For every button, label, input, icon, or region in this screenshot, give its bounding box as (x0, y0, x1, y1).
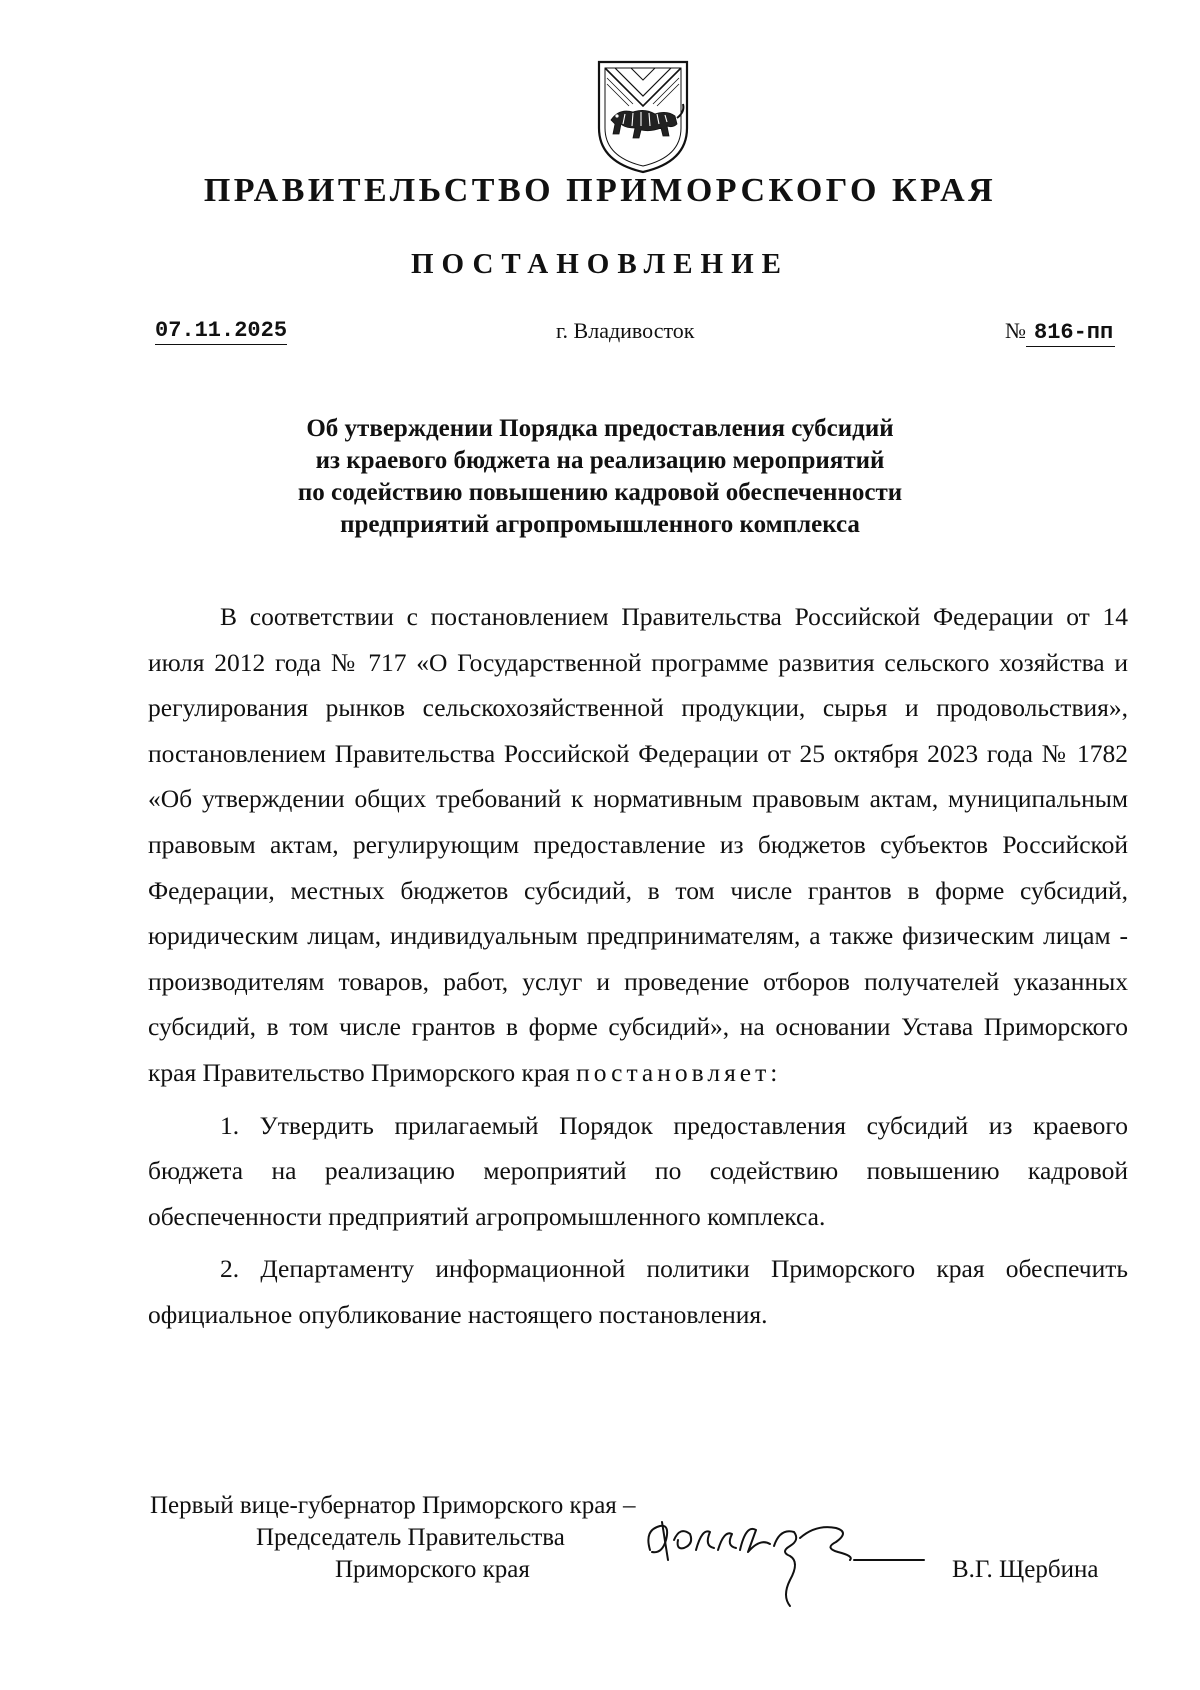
document-body (148, 594, 1128, 1338)
issuing-authority: ПРАВИТЕЛЬСТВО ПРИМОРСКОГО КРАЯ (203, 172, 997, 209)
signer-position-line-2: Председатель Правительства (256, 1524, 565, 1551)
signer-name: В.Г. Щербина (952, 1556, 1099, 1583)
title-line: предприятий агропромышленного комплекса (340, 511, 860, 538)
document-title (0, 413, 1200, 541)
document-number (1005, 318, 1115, 345)
title-line: Об утверждении Порядка предоставления субсидий (306, 415, 894, 442)
number-sign: № (1005, 318, 1026, 343)
preamble-text: В соответствии с постановлением Правительства Российской Федерации от 14 июля 2012 года № 717 «О Государственной программе развития сельского хозяйства и регулирования рынков сельскохозяйственной продукции, сырья и продовольствия», постановлением Правительства Российской Федерации от 25 октября 2023 года № 1782 «Об утверждении общих требований к нормативным правовым актам, муниципальным правовым актам, регулирующим предоставление из бюджетов субъектов Российской Федерации, местных бюджетов субсидий, в том числе грантов в форме субсидий, юридическим лицам, индивидуальным предпринимателям, а также физическим лицам - производителям товаров, работ, услуг и проведение отборов получателей указанных субсидий, в том числе грантов в форме субсидий», на основании Устава Приморского края Правительство Приморского края (148, 602, 1128, 1087)
signer-position-line-3: Приморского края (335, 1556, 530, 1583)
number-value: 816-пп (1026, 320, 1115, 347)
title-line: по содействию повышению кадровой обеспеченности (297, 479, 903, 506)
coat-of-arms-icon (593, 58, 693, 176)
item-2-paragraph: 2. Департаменту информационной политики Приморского края обеспечить официальное опубликование настоящего постановления. (148, 1254, 1128, 1329)
document-date: 07.11.2025 (155, 318, 288, 343)
item-1-paragraph: 1. Утвердить прилагаемый Порядок предоставления субсидий из краевого бюджета на реализацию мероприятий по содействию повышению кадровой обеспеченности предприятий агропромышленного комплекса. (148, 1110, 1128, 1231)
signer-position-line-1: Первый вице-губернатор Приморского края – (150, 1492, 636, 1519)
resolves-word: постановляет: (576, 1057, 782, 1087)
handwritten-signature-icon (640, 1510, 930, 1620)
document-city: г. Владивосток (556, 318, 695, 343)
document-meta (0, 318, 1200, 358)
preamble-paragraph (148, 594, 1128, 1096)
signature-block (0, 1492, 1200, 1612)
document-type: ПОСТАНОВЛЕНИЕ (410, 248, 789, 280)
title-line: из краевого бюджета на реализацию мероприятий (315, 447, 885, 474)
